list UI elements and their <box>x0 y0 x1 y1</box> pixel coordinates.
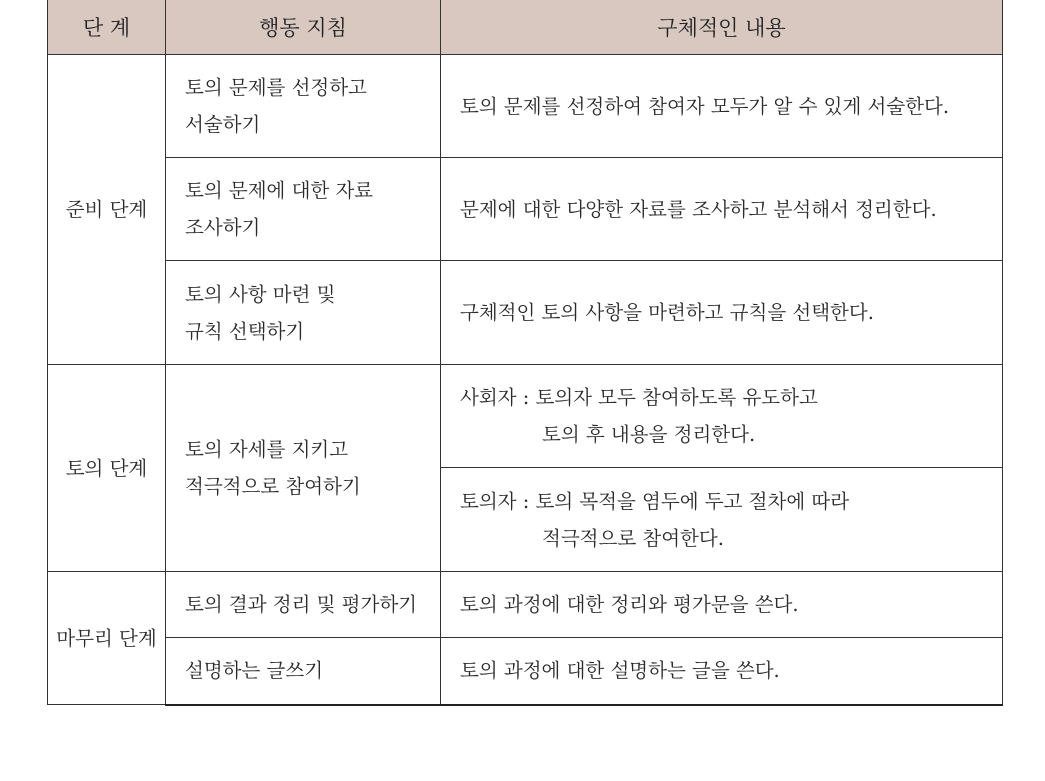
detail-cell: 구체적인 토의 사항을 마련하고 규칙을 선택한다. <box>441 261 1003 365</box>
table-header-row <box>48 0 1003 55</box>
action-line: 토의 문제에 대한 자료 <box>185 179 374 202</box>
stage-wrapup: 마무리 단계 <box>48 572 166 705</box>
detail-participant-cell <box>441 468 1003 572</box>
table-row <box>48 572 1003 638</box>
discussion-steps-table <box>47 0 1003 706</box>
action-cell <box>166 365 441 572</box>
table-row <box>48 638 1003 705</box>
header-action: 행동 지침 <box>166 0 441 55</box>
detail-cell: 토의 과정에 대한 정리와 평가문을 쓴다. <box>441 572 1003 638</box>
table-row <box>48 158 1003 261</box>
action-line: 조사하기 <box>185 216 261 239</box>
action-cell <box>166 158 441 261</box>
moderator-line-cont: 토의 후 내용을 정리한다. <box>542 423 756 446</box>
action-line: 적극적으로 참여하기 <box>185 475 361 498</box>
header-stage: 단 계 <box>48 0 166 55</box>
table-row <box>48 55 1003 158</box>
detail-cell: 토의 문제를 선정하여 참여자 모두가 알 수 있게 서술한다. <box>441 55 1003 158</box>
action-cell <box>166 261 441 365</box>
moderator-line: 사회자 : 토의자 모두 참여하도록 유도하고 <box>460 386 818 409</box>
participant-line-cont: 적극적으로 참여한다. <box>542 526 724 550</box>
detail-cell: 토의 과정에 대한 설명하는 글을 쓴다. <box>441 638 1003 705</box>
action-line: 토의 문제를 선정하고 <box>185 76 367 99</box>
detail-cell: 문제에 대한 다양한 자료를 조사하고 분석해서 정리한다. <box>441 158 1003 261</box>
action-cell <box>166 55 441 158</box>
header-detail: 구체적인 내용 <box>441 0 1003 55</box>
action-line: 토의 사항 마련 및 <box>185 282 336 306</box>
table-row <box>48 365 1003 468</box>
stage-discussion: 토의 단계 <box>48 365 166 572</box>
action-line: 규칙 선택하기 <box>185 319 305 343</box>
stage-prep: 준비 단계 <box>48 55 166 365</box>
table-row <box>48 261 1003 365</box>
action-line: 토의 자세를 지키고 <box>185 438 349 461</box>
participant-line: 토의자 : 토의 목적을 염두에 두고 절차에 따라 <box>460 489 850 513</box>
action-line: 서술하기 <box>185 113 261 136</box>
discussion-steps-table-container <box>47 0 1003 706</box>
detail-moderator-cell <box>441 365 1003 468</box>
action-cell: 토의 결과 정리 및 평가하기 <box>166 572 441 638</box>
action-cell: 설명하는 글쓰기 <box>166 638 441 705</box>
